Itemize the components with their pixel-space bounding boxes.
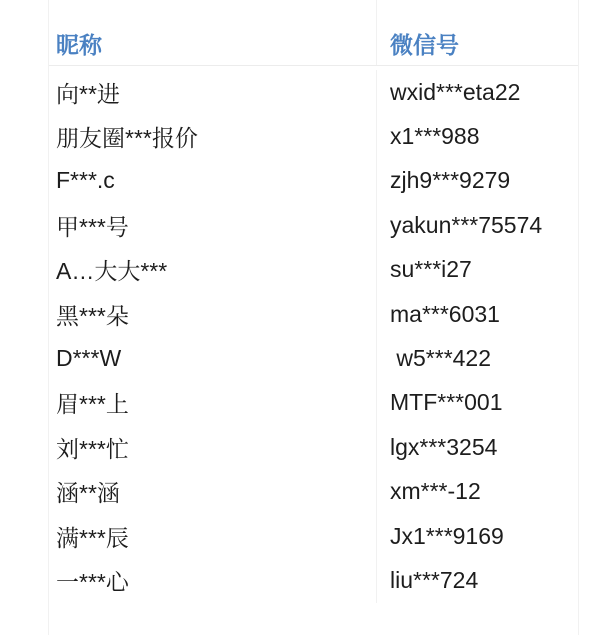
- wechat-id-cell: liu***724: [376, 558, 578, 602]
- nickname-cell: 刘***忙: [56, 435, 129, 462]
- nickname-cell: 涵**涵: [56, 480, 120, 507]
- table-row: [49, 381, 578, 425]
- table-row: [49, 336, 578, 380]
- nickname-cell: 黑***朵: [56, 302, 129, 329]
- table-row: [49, 203, 578, 247]
- wechat-id-cell: w5***422: [376, 336, 578, 380]
- table-row: [49, 248, 578, 292]
- wechat-id-cell: xm***-12: [376, 470, 578, 514]
- wechat-id-cell: x1***988: [376, 114, 578, 158]
- wechat-id-cell: su***i27: [376, 248, 578, 292]
- table-row: [49, 70, 578, 114]
- nickname-cell: A…大大***: [56, 258, 168, 285]
- wechat-contacts-table: [48, 0, 579, 635]
- nickname-cell: 眉***上: [56, 391, 129, 418]
- nickname-cell: 一***心: [56, 568, 129, 595]
- table-row: [49, 292, 578, 336]
- table-row: [49, 114, 578, 158]
- nickname-cell: 朋友圈***报价: [56, 125, 198, 152]
- nickname-cell: 甲***号: [56, 213, 129, 240]
- table-row: [49, 514, 578, 558]
- table-row: [49, 425, 578, 469]
- table-row: [49, 558, 578, 602]
- nickname-cell: F***.c: [56, 167, 115, 194]
- table-row: [49, 470, 578, 514]
- wechat-id-cell: lgx***3254: [376, 425, 578, 469]
- column-header-wechat-id: 微信号: [376, 0, 578, 65]
- wechat-id-cell: wxid***eta22: [376, 70, 578, 114]
- nickname-cell: D***W: [56, 345, 122, 372]
- wechat-id-cell: zjh9***9279: [376, 159, 578, 203]
- table-body: [49, 66, 578, 603]
- table-row: [49, 159, 578, 203]
- nickname-cell: 向**进: [56, 80, 120, 107]
- wechat-id-cell: ma***6031: [376, 292, 578, 336]
- nickname-cell: 满***辰: [56, 524, 129, 551]
- wechat-id-cell: yakun***75574: [376, 203, 578, 247]
- wechat-id-cell: Jx1***9169: [376, 514, 578, 558]
- column-header-nickname: 昵称: [56, 32, 102, 58]
- wechat-id-cell: MTF***001: [376, 381, 578, 425]
- table-header-row: [49, 0, 578, 66]
